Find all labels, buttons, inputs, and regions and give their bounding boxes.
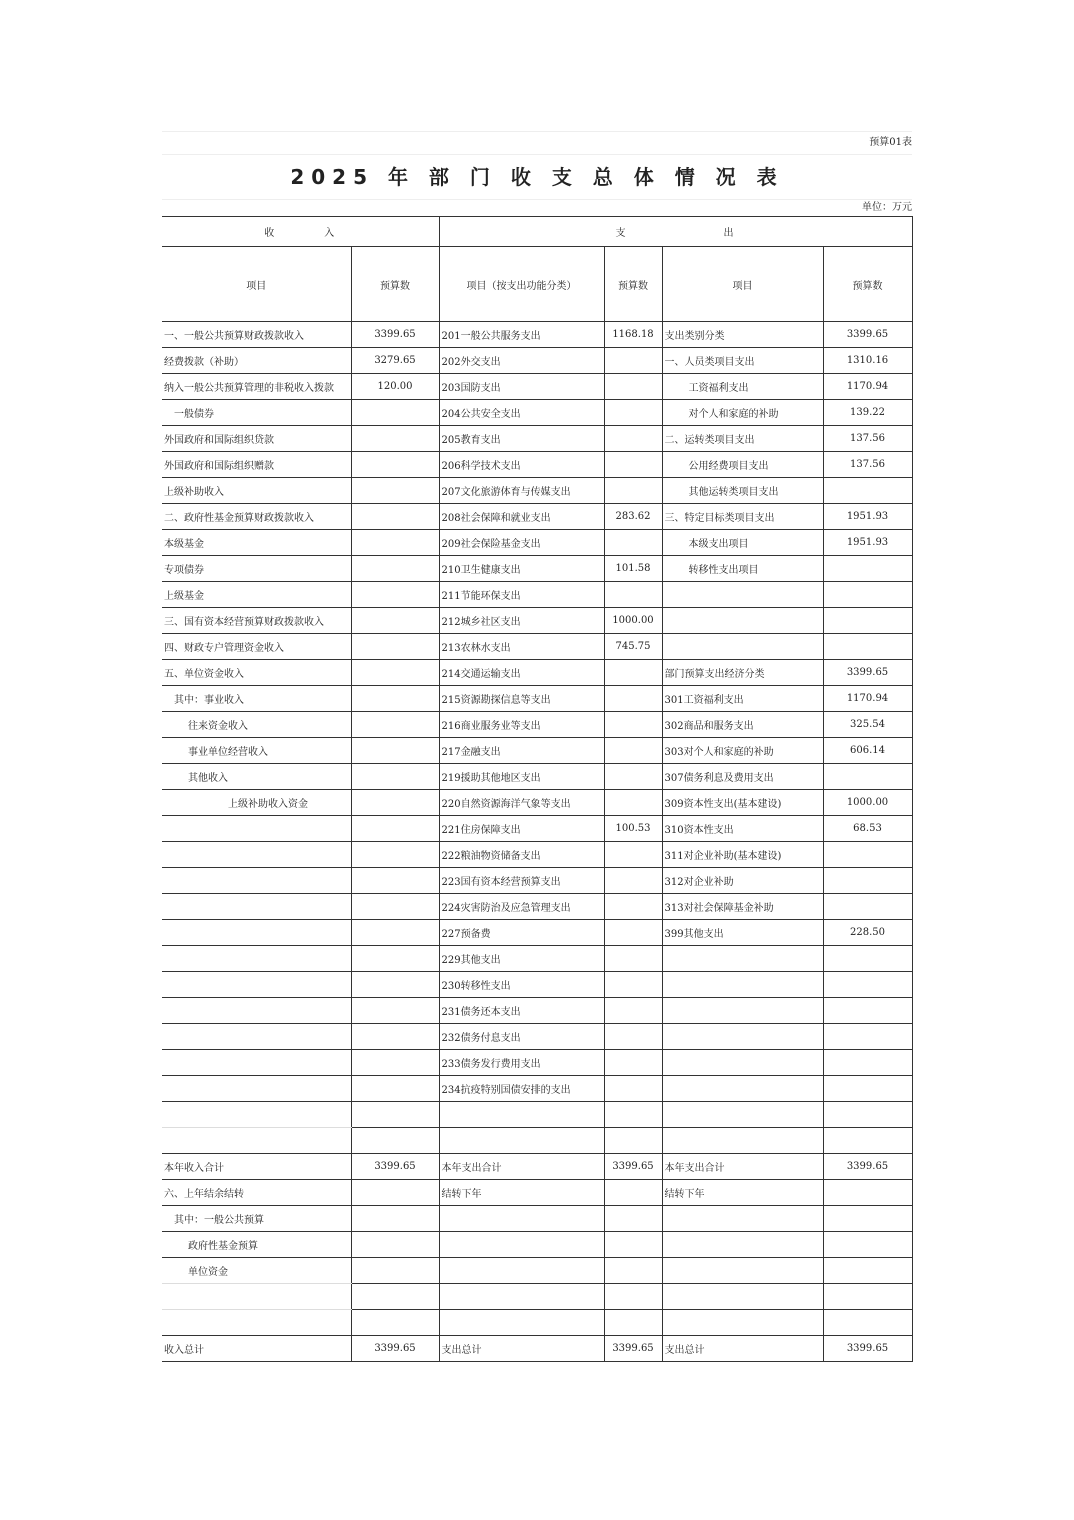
table-row <box>162 1154 912 1180</box>
func-budget-cell <box>604 582 662 608</box>
func-item-cell: 212城乡社区支出 <box>439 608 604 634</box>
type-budget-cell <box>823 972 912 998</box>
type-item-cell: 一、人员类项目支出 <box>662 348 823 374</box>
income-budget-cell <box>351 426 439 452</box>
header-income-budget: 预算数 <box>351 247 439 322</box>
table-row <box>162 894 912 920</box>
table-row <box>162 868 912 894</box>
table-row <box>162 790 912 816</box>
type-budget-cell <box>823 1206 912 1232</box>
table-row <box>162 400 912 426</box>
table-row <box>162 322 912 348</box>
func-budget-cell <box>604 660 662 686</box>
income-item-cell <box>162 868 351 894</box>
func-budget-cell <box>604 1206 662 1232</box>
func-item-cell: 205教育支出 <box>439 426 604 452</box>
table-row <box>162 764 912 790</box>
func-item-cell: 220自然资源海洋气象等支出 <box>439 790 604 816</box>
type-item-cell: 部门预算支出经济分类 <box>662 660 823 686</box>
income-item-cell: 政府性基金预算 <box>162 1232 351 1258</box>
func-item-cell: 219援助其他地区支出 <box>439 764 604 790</box>
income-budget-cell <box>351 868 439 894</box>
income-budget-cell: 3399.65 <box>351 322 439 348</box>
type-item-cell: 结转下年 <box>662 1180 823 1206</box>
income-budget-cell <box>351 1284 439 1310</box>
type-item-cell <box>662 1128 823 1154</box>
income-budget-cell <box>351 400 439 426</box>
type-item-cell: 311对企业补助(基本建设) <box>662 842 823 868</box>
func-budget-cell <box>604 1258 662 1284</box>
type-item-cell: 支出类别分类 <box>662 322 823 348</box>
header-type-item: 项目 <box>662 247 823 322</box>
type-item-cell <box>662 1050 823 1076</box>
func-budget-cell <box>604 1310 662 1336</box>
type-budget-cell: 1170.94 <box>823 374 912 400</box>
func-item-cell: 223国有资本经营预算支出 <box>439 868 604 894</box>
func-item-cell: 201一般公共服务支出 <box>439 322 604 348</box>
type-item-cell: 工资福利支出 <box>662 374 823 400</box>
type-budget-cell: 1951.93 <box>823 504 912 530</box>
income-item-cell: 经费拨款（补助） <box>162 348 351 374</box>
income-section-label: 收 入 <box>162 217 439 247</box>
func-budget-cell <box>604 972 662 998</box>
income-budget-cell <box>351 1206 439 1232</box>
income-item-cell: 本级基金 <box>162 530 351 556</box>
type-budget-cell: 1310.16 <box>823 348 912 374</box>
income-item-cell <box>162 842 351 868</box>
func-budget-cell: 100.53 <box>604 816 662 842</box>
income-item-cell <box>162 1024 351 1050</box>
table-row <box>162 1102 912 1128</box>
table-row <box>162 1284 912 1310</box>
income-budget-cell <box>351 530 439 556</box>
income-item-cell <box>162 972 351 998</box>
type-budget-cell <box>823 1024 912 1050</box>
income-budget-cell <box>351 1180 439 1206</box>
income-item-cell <box>162 1310 351 1336</box>
income-item-cell: 上级补助收入 <box>162 478 351 504</box>
income-item-cell: 一、一般公共预算财政拨款收入 <box>162 322 351 348</box>
type-item-cell: 其他运转类项目支出 <box>662 478 823 504</box>
func-budget-cell <box>604 452 662 478</box>
income-item-cell: 纳入一般公共预算管理的非税收入拨款 <box>162 374 351 400</box>
column-header-row <box>162 247 912 322</box>
table-row <box>162 972 912 998</box>
type-budget-cell <box>823 634 912 660</box>
func-item-cell: 224灾害防治及应急管理支出 <box>439 894 604 920</box>
table-row <box>162 1336 912 1362</box>
income-item-cell <box>162 816 351 842</box>
func-budget-cell: 1168.18 <box>604 322 662 348</box>
func-budget-cell: 3399.65 <box>604 1154 662 1180</box>
type-budget-cell <box>823 868 912 894</box>
budget-table <box>162 216 913 1362</box>
type-budget-cell: 1951.93 <box>823 530 912 556</box>
income-item-cell <box>162 1284 351 1310</box>
table-row <box>162 348 912 374</box>
table-row <box>162 1180 912 1206</box>
func-budget-cell: 3399.65 <box>604 1336 662 1362</box>
income-item-cell: 事业单位经营收入 <box>162 738 351 764</box>
income-budget-cell <box>351 582 439 608</box>
table-row <box>162 374 912 400</box>
income-budget-cell <box>351 998 439 1024</box>
func-budget-cell <box>604 1102 662 1128</box>
income-item-cell: 六、上年结余结转 <box>162 1180 351 1206</box>
func-budget-cell <box>604 400 662 426</box>
income-item-cell: 外国政府和国际组织赠款 <box>162 452 351 478</box>
func-item-cell: 234抗疫特别国债安排的支出 <box>439 1076 604 1102</box>
type-budget-cell <box>823 556 912 582</box>
func-budget-cell <box>604 712 662 738</box>
budget-sheet <box>162 131 912 1362</box>
func-budget-cell <box>604 374 662 400</box>
table-row <box>162 842 912 868</box>
func-budget-cell: 101.58 <box>604 556 662 582</box>
income-budget-cell: 120.00 <box>351 374 439 400</box>
func-budget-cell <box>604 998 662 1024</box>
section-header-row <box>162 217 912 247</box>
income-budget-cell <box>351 816 439 842</box>
func-item-cell: 213农林水支出 <box>439 634 604 660</box>
type-item-cell <box>662 1076 823 1102</box>
type-budget-cell <box>823 1076 912 1102</box>
func-item-cell: 210卫生健康支出 <box>439 556 604 582</box>
table-row <box>162 946 912 972</box>
func-item-cell <box>439 1232 604 1258</box>
func-item-cell: 217金融支出 <box>439 738 604 764</box>
type-budget-cell <box>823 478 912 504</box>
table-row <box>162 1128 912 1154</box>
type-item-cell: 二、运转类项目支出 <box>662 426 823 452</box>
table-row <box>162 530 912 556</box>
income-budget-cell <box>351 1050 439 1076</box>
income-item-cell: 其他收入 <box>162 764 351 790</box>
income-budget-cell <box>351 894 439 920</box>
type-item-cell <box>662 1310 823 1336</box>
type-item-cell <box>662 1232 823 1258</box>
func-budget-cell <box>604 946 662 972</box>
func-budget-cell <box>604 348 662 374</box>
income-budget-cell <box>351 1128 439 1154</box>
income-item-cell <box>162 1128 351 1154</box>
func-item-cell: 207文化旅游体育与传媒支出 <box>439 478 604 504</box>
type-budget-cell <box>823 1180 912 1206</box>
type-budget-cell <box>823 608 912 634</box>
type-item-cell <box>662 582 823 608</box>
func-item-cell: 206科学技术支出 <box>439 452 604 478</box>
func-item-cell <box>439 1102 604 1128</box>
income-budget-cell <box>351 842 439 868</box>
table-row <box>162 816 912 842</box>
table-row <box>162 582 912 608</box>
func-item-cell: 支出总计 <box>439 1336 604 1362</box>
income-item-cell: 五、单位资金收入 <box>162 660 351 686</box>
table-row <box>162 504 912 530</box>
income-budget-cell <box>351 608 439 634</box>
type-item-cell: 转移性支出项目 <box>662 556 823 582</box>
income-budget-cell <box>351 1232 439 1258</box>
income-budget-cell <box>351 1258 439 1284</box>
func-item-cell: 229其他支出 <box>439 946 604 972</box>
type-item-cell: 399其他支出 <box>662 920 823 946</box>
func-item-cell <box>439 1310 604 1336</box>
table-row <box>162 634 912 660</box>
func-budget-cell <box>604 738 662 764</box>
type-budget-cell: 137.56 <box>823 452 912 478</box>
type-budget-cell <box>823 894 912 920</box>
income-item-cell: 上级基金 <box>162 582 351 608</box>
income-item-cell: 外国政府和国际组织贷款 <box>162 426 351 452</box>
income-budget-cell <box>351 764 439 790</box>
func-budget-cell <box>604 1128 662 1154</box>
func-budget-cell: 1000.00 <box>604 608 662 634</box>
table-body <box>162 322 912 1362</box>
type-budget-cell <box>823 1102 912 1128</box>
func-item-cell: 215资源勘探信息等支出 <box>439 686 604 712</box>
income-item-cell: 其中：一般公共预算 <box>162 1206 351 1232</box>
type-item-cell <box>662 1258 823 1284</box>
table-row <box>162 738 912 764</box>
income-item-cell: 一般债券 <box>162 400 351 426</box>
income-item-cell <box>162 998 351 1024</box>
type-budget-cell <box>823 1050 912 1076</box>
income-item-cell: 往来资金收入 <box>162 712 351 738</box>
type-item-cell: 309资本性支出(基本建设) <box>662 790 823 816</box>
page-title: 2025 年 部 门 收 支 总 体 情 况 表 <box>162 154 912 200</box>
func-budget-cell <box>604 920 662 946</box>
table-row <box>162 1024 912 1050</box>
income-item-cell: 三、国有资本经营预算财政拨款收入 <box>162 608 351 634</box>
func-item-cell: 233债务发行费用支出 <box>439 1050 604 1076</box>
type-item-cell <box>662 1284 823 1310</box>
income-budget-cell <box>351 452 439 478</box>
type-item-cell <box>662 634 823 660</box>
func-budget-cell <box>604 790 662 816</box>
table-row <box>162 452 912 478</box>
func-item-cell <box>439 1206 604 1232</box>
func-budget-cell <box>604 686 662 712</box>
table-row <box>162 1050 912 1076</box>
unit-label: 单位：万元 <box>862 202 912 213</box>
type-budget-cell: 3399.65 <box>823 322 912 348</box>
header-income-item: 项目 <box>162 247 351 322</box>
type-item-cell <box>662 946 823 972</box>
type-item-cell: 302商品和服务支出 <box>662 712 823 738</box>
type-item-cell: 公用经费项目支出 <box>662 452 823 478</box>
table-row <box>162 478 912 504</box>
type-item-cell: 支出总计 <box>662 1336 823 1362</box>
table-row <box>162 1076 912 1102</box>
income-item-cell: 其中：事业收入 <box>162 686 351 712</box>
type-budget-cell: 3399.65 <box>823 660 912 686</box>
type-budget-cell <box>823 1128 912 1154</box>
func-budget-cell: 745.75 <box>604 634 662 660</box>
income-budget-cell <box>351 478 439 504</box>
func-item-cell: 202外交支出 <box>439 348 604 374</box>
income-item-cell <box>162 1076 351 1102</box>
type-budget-cell <box>823 764 912 790</box>
type-item-cell: 313对社会保障基金补助 <box>662 894 823 920</box>
type-budget-cell <box>823 1232 912 1258</box>
type-budget-cell: 1000.00 <box>823 790 912 816</box>
func-item-cell: 230转移性支出 <box>439 972 604 998</box>
func-item-cell: 本年支出合计 <box>439 1154 604 1180</box>
func-budget-cell <box>604 1284 662 1310</box>
header-func-item: 项目（按支出功能分类） <box>439 247 604 322</box>
table-row <box>162 920 912 946</box>
func-budget-cell <box>604 842 662 868</box>
income-budget-cell <box>351 634 439 660</box>
type-item-cell <box>662 1102 823 1128</box>
type-budget-cell <box>823 1310 912 1336</box>
income-budget-cell <box>351 1076 439 1102</box>
table-row <box>162 426 912 452</box>
income-budget-cell <box>351 1024 439 1050</box>
type-item-cell: 307债务利息及费用支出 <box>662 764 823 790</box>
func-item-cell: 203国防支出 <box>439 374 604 400</box>
table-row <box>162 686 912 712</box>
income-budget-cell <box>351 1310 439 1336</box>
income-budget-cell: 3399.65 <box>351 1154 439 1180</box>
type-item-cell <box>662 1024 823 1050</box>
income-item-cell <box>162 946 351 972</box>
table-row <box>162 1232 912 1258</box>
func-item-cell: 216商业服务业等支出 <box>439 712 604 738</box>
income-item-cell: 单位资金 <box>162 1258 351 1284</box>
func-item-cell: 结转下年 <box>439 1180 604 1206</box>
income-budget-cell <box>351 1102 439 1128</box>
type-item-cell <box>662 608 823 634</box>
expense-section-label: 支 出 <box>439 217 912 247</box>
income-item-cell: 收入总计 <box>162 1336 351 1362</box>
type-item-cell: 本级支出项目 <box>662 530 823 556</box>
func-budget-cell <box>604 868 662 894</box>
func-item-cell: 221住房保障支出 <box>439 816 604 842</box>
func-budget-cell <box>604 1076 662 1102</box>
income-item-cell: 本年收入合计 <box>162 1154 351 1180</box>
income-item-cell <box>162 1050 351 1076</box>
type-budget-cell: 3399.65 <box>823 1154 912 1180</box>
income-budget-cell <box>351 738 439 764</box>
type-item-cell <box>662 972 823 998</box>
func-item-cell: 231债务还本支出 <box>439 998 604 1024</box>
func-item-cell: 232债务付息支出 <box>439 1024 604 1050</box>
type-item-cell: 310资本性支出 <box>662 816 823 842</box>
type-budget-cell: 325.54 <box>823 712 912 738</box>
table-row <box>162 998 912 1024</box>
income-item-cell: 专项债券 <box>162 556 351 582</box>
income-budget-cell <box>351 660 439 686</box>
type-budget-cell: 68.53 <box>823 816 912 842</box>
income-budget-cell <box>351 712 439 738</box>
income-item-cell <box>162 1102 351 1128</box>
type-budget-cell: 3399.65 <box>823 1336 912 1362</box>
type-budget-cell: 228.50 <box>823 920 912 946</box>
func-budget-cell <box>604 1232 662 1258</box>
func-item-cell <box>439 1284 604 1310</box>
income-budget-cell: 3399.65 <box>351 1336 439 1362</box>
income-budget-cell <box>351 920 439 946</box>
func-budget-cell <box>604 478 662 504</box>
type-budget-cell <box>823 1284 912 1310</box>
type-budget-cell <box>823 842 912 868</box>
func-item-cell: 222粮油物资储备支出 <box>439 842 604 868</box>
header-type-budget: 预算数 <box>823 247 912 322</box>
type-item-cell: 本年支出合计 <box>662 1154 823 1180</box>
type-budget-cell <box>823 946 912 972</box>
func-item-cell: 208社会保障和就业支出 <box>439 504 604 530</box>
income-item-cell: 四、财政专户管理资金收入 <box>162 634 351 660</box>
type-budget-cell <box>823 998 912 1024</box>
type-budget-cell: 1170.94 <box>823 686 912 712</box>
income-item-cell: 上级补助收入资金 <box>162 790 351 816</box>
type-budget-cell <box>823 582 912 608</box>
type-budget-cell: 139.22 <box>823 400 912 426</box>
income-budget-cell <box>351 504 439 530</box>
type-budget-cell: 137.56 <box>823 426 912 452</box>
table-row <box>162 712 912 738</box>
income-item-cell <box>162 920 351 946</box>
type-item-cell <box>662 1206 823 1232</box>
type-item-cell: 三、特定目标类项目支出 <box>662 504 823 530</box>
func-budget-cell <box>604 1180 662 1206</box>
income-budget-cell <box>351 686 439 712</box>
income-budget-cell <box>351 946 439 972</box>
func-budget-cell <box>604 764 662 790</box>
func-budget-cell <box>604 426 662 452</box>
table-row <box>162 608 912 634</box>
func-item-cell <box>439 1258 604 1284</box>
type-item-cell: 301工资福利支出 <box>662 686 823 712</box>
func-item-cell: 227预备费 <box>439 920 604 946</box>
income-budget-cell <box>351 556 439 582</box>
type-budget-cell: 606.14 <box>823 738 912 764</box>
func-budget-cell <box>604 894 662 920</box>
func-budget-cell <box>604 530 662 556</box>
func-item-cell <box>439 1128 604 1154</box>
income-budget-cell <box>351 972 439 998</box>
table-row <box>162 660 912 686</box>
table-row <box>162 1258 912 1284</box>
income-item-cell <box>162 894 351 920</box>
type-item-cell: 312对企业补助 <box>662 868 823 894</box>
table-row <box>162 1310 912 1336</box>
type-item-cell <box>662 998 823 1024</box>
func-budget-cell: 283.62 <box>604 504 662 530</box>
func-item-cell: 209社会保险基金支出 <box>439 530 604 556</box>
func-budget-cell <box>604 1024 662 1050</box>
header-func-budget: 预算数 <box>604 247 662 322</box>
type-item-cell: 对个人和家庭的补助 <box>662 400 823 426</box>
table-row <box>162 556 912 582</box>
income-item-cell: 二、政府性基金预算财政拨款收入 <box>162 504 351 530</box>
income-budget-cell <box>351 790 439 816</box>
func-item-cell: 204公共安全支出 <box>439 400 604 426</box>
income-budget-cell: 3279.65 <box>351 348 439 374</box>
type-item-cell: 303对个人和家庭的补助 <box>662 738 823 764</box>
table-row <box>162 1206 912 1232</box>
func-budget-cell <box>604 1050 662 1076</box>
func-item-cell: 214交通运输支出 <box>439 660 604 686</box>
type-budget-cell <box>823 1258 912 1284</box>
func-item-cell: 211节能环保支出 <box>439 582 604 608</box>
table-code: 预算01表 <box>162 131 912 154</box>
